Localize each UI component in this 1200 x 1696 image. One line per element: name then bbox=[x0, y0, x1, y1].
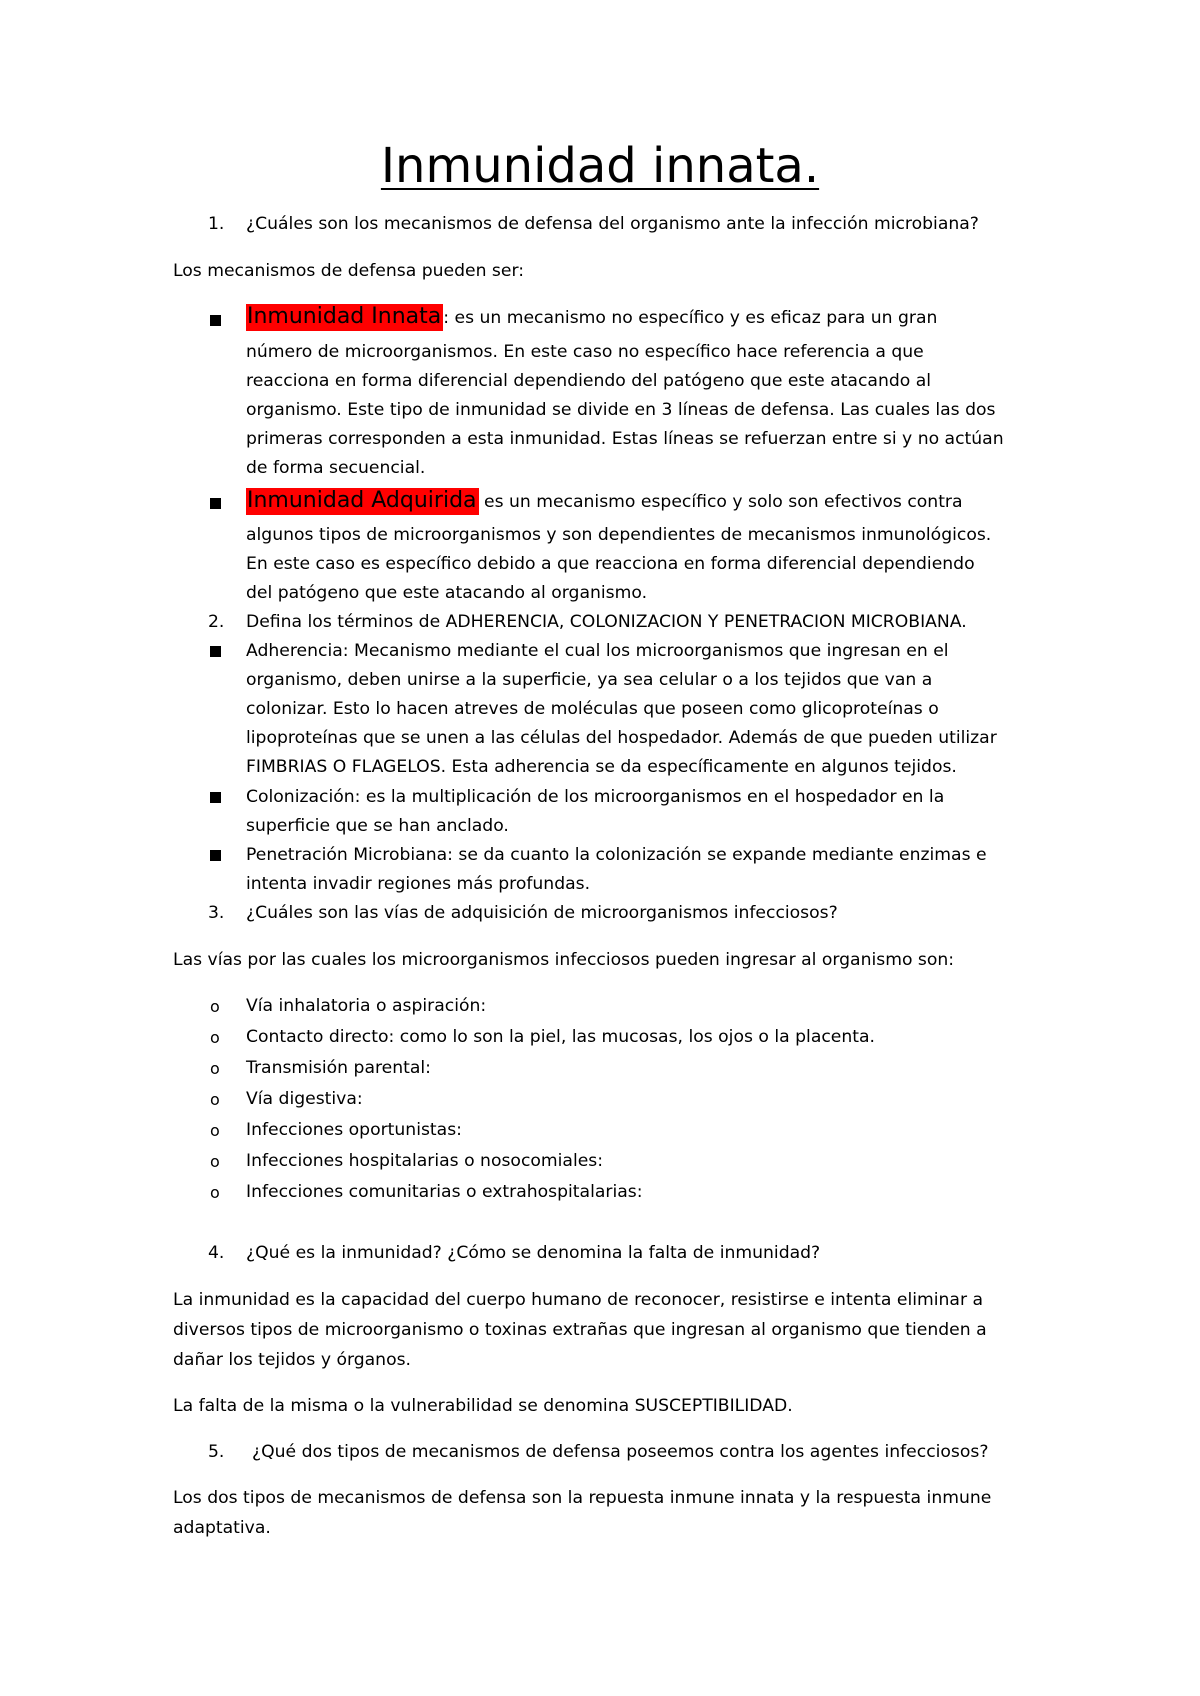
innata-line-6: de forma secuencial. bbox=[246, 458, 426, 478]
question-2-text: Defina los términos de ADHERENCIA, COLONIZACION Y PENETRACION MICROBIANA. bbox=[246, 612, 967, 632]
falta-paragraph: La falta de la misma o la vulnerabilidad se denomina SUSCEPTIBILIDAD. bbox=[173, 1396, 793, 1416]
adherencia-line-2: organismo, deben unirse a la superficie, ya sea celular o a los tejidos que van a bbox=[246, 670, 933, 690]
adherencia-line-3: colonizar. Esto lo hacen atreves de moléculas que poseen como glicoproteínas o bbox=[246, 699, 939, 719]
via-item: Transmisión parental: bbox=[246, 1058, 431, 1078]
question-1-number: 1. bbox=[208, 214, 225, 234]
via-item: Infecciones oportunistas: bbox=[246, 1120, 462, 1140]
circle-bullet-icon: o bbox=[210, 1183, 220, 1202]
circle-bullet-icon: o bbox=[210, 1121, 220, 1140]
circle-bullet-icon: o bbox=[210, 997, 220, 1016]
adquirida-line-4: del patógeno que este atacando al organismo. bbox=[246, 583, 648, 603]
inmunidad-line-1: La inmunidad es la capacidad del cuerpo humano de reconocer, resistirse e intenta eliminar a bbox=[173, 1290, 984, 1310]
innata-line-1-text: : es un mecanismo no específico y es eficaz para un gran bbox=[443, 308, 938, 328]
circle-bullet-icon: o bbox=[210, 1090, 220, 1109]
adherencia-line-1: Adherencia: Mecanismo mediante el cual los microorganismos que ingresan en el bbox=[246, 641, 949, 661]
via-item: Vía inhalatoria o aspiración: bbox=[246, 996, 487, 1016]
adherencia-line-5: FIMBRIAS O FLAGELOS. Esta adherencia se da específicamente en algunos tejidos. bbox=[246, 757, 957, 777]
via-item: Infecciones comunitarias o extrahospitalarias: bbox=[246, 1182, 643, 1202]
circle-bullet-icon: o bbox=[210, 1059, 220, 1078]
question-3-text: ¿Cuáles son las vías de adquisición de microorganismos infecciosos? bbox=[246, 903, 838, 923]
adquirida-line-1 bbox=[246, 490, 963, 512]
question-4-number: 4. bbox=[208, 1243, 225, 1263]
question-5-text: ¿Qué dos tipos de mecanismos de defensa poseemos contra los agentes infecciosos? bbox=[252, 1442, 989, 1462]
square-bullet-icon bbox=[210, 792, 221, 803]
question-3-number: 3. bbox=[208, 903, 225, 923]
square-bullet-icon bbox=[210, 850, 221, 861]
circle-bullet-icon: o bbox=[210, 1028, 220, 1047]
circle-bullet-icon: o bbox=[210, 1152, 220, 1171]
final-line-2: adaptativa. bbox=[173, 1518, 271, 1538]
square-bullet-icon bbox=[210, 498, 221, 509]
penetracion-line-2: intenta invadir regiones más profundas. bbox=[246, 874, 591, 894]
colonizacion-line-2: superficie que se han anclado. bbox=[246, 816, 509, 836]
adquirida-line-3: En este caso es específico debido a que reacciona en forma diferencial dependiendo bbox=[246, 554, 975, 574]
via-item: Vía digestiva: bbox=[246, 1089, 363, 1109]
adherencia-line-4: lipoproteínas que se unen a las células del hospedador. Además de que pueden utilizar bbox=[246, 728, 997, 748]
adquirida-highlight-label: Inmunidad Adquirida bbox=[247, 488, 477, 513]
inmunidad-line-2: diversos tipos de microorganismo o toxinas extrañas que ingresan al organismo que tienden a bbox=[173, 1320, 987, 1340]
question-2-number: 2. bbox=[208, 612, 225, 632]
intro-paragraph: Los mecanismos de defensa pueden ser: bbox=[173, 261, 525, 281]
adquirida-line-2: algunos tipos de microorganismos y son dependientes de mecanismos inmunológicos. bbox=[246, 525, 992, 545]
innata-line-4: organismo. Este tipo de inmunidad se divide en 3 líneas de defensa. Las cuales las dos bbox=[246, 400, 996, 420]
penetracion-line-1: Penetración Microbiana: se da cuanto la colonización se expande mediante enzimas e bbox=[246, 845, 987, 865]
adquirida-line-1-text: es un mecanismo específico y solo son efectivos contra bbox=[478, 492, 963, 512]
colonizacion-line-1: Colonización: es la multiplicación de los microorganismos en el hospedador en la bbox=[246, 787, 945, 807]
vias-intro-paragraph: Las vías por las cuales los microorganismos infecciosos pueden ingresar al organismo son: bbox=[173, 950, 955, 970]
square-bullet-icon bbox=[210, 315, 221, 326]
via-item: Contacto directo: como lo son la piel, las mucosas, los ojos o la placenta. bbox=[246, 1027, 876, 1047]
final-line-1: Los dos tipos de mecanismos de defensa son la repuesta inmune innata y la respuesta inmune bbox=[173, 1488, 992, 1508]
inmunidad-line-3: dañar los tejidos y órganos. bbox=[173, 1350, 411, 1370]
page-title: Inmunidad innata. bbox=[380, 138, 820, 194]
innata-line-3: reacciona en forma diferencial dependiendo del patógeno que este atacando al bbox=[246, 371, 932, 391]
via-item: Infecciones hospitalarias o nosocomiales: bbox=[246, 1151, 604, 1171]
question-5-number: 5. bbox=[208, 1442, 225, 1462]
question-4-text: ¿Qué es la inmunidad? ¿Cómo se denomina la falta de inmunidad? bbox=[246, 1243, 821, 1263]
innata-line-5: primeras corresponden a esta inmunidad. Estas líneas se refuerzan entre si y no actúan bbox=[246, 429, 1004, 449]
innata-highlight-label: Inmunidad Innata bbox=[247, 304, 442, 329]
innata-line-2: número de microorganismos. En este caso no específico hace referencia a que bbox=[246, 342, 924, 362]
innata-line-1 bbox=[246, 306, 937, 328]
question-1-text: ¿Cuáles son los mecanismos de defensa del organismo ante la infección microbiana? bbox=[246, 214, 979, 234]
square-bullet-icon bbox=[210, 646, 221, 657]
